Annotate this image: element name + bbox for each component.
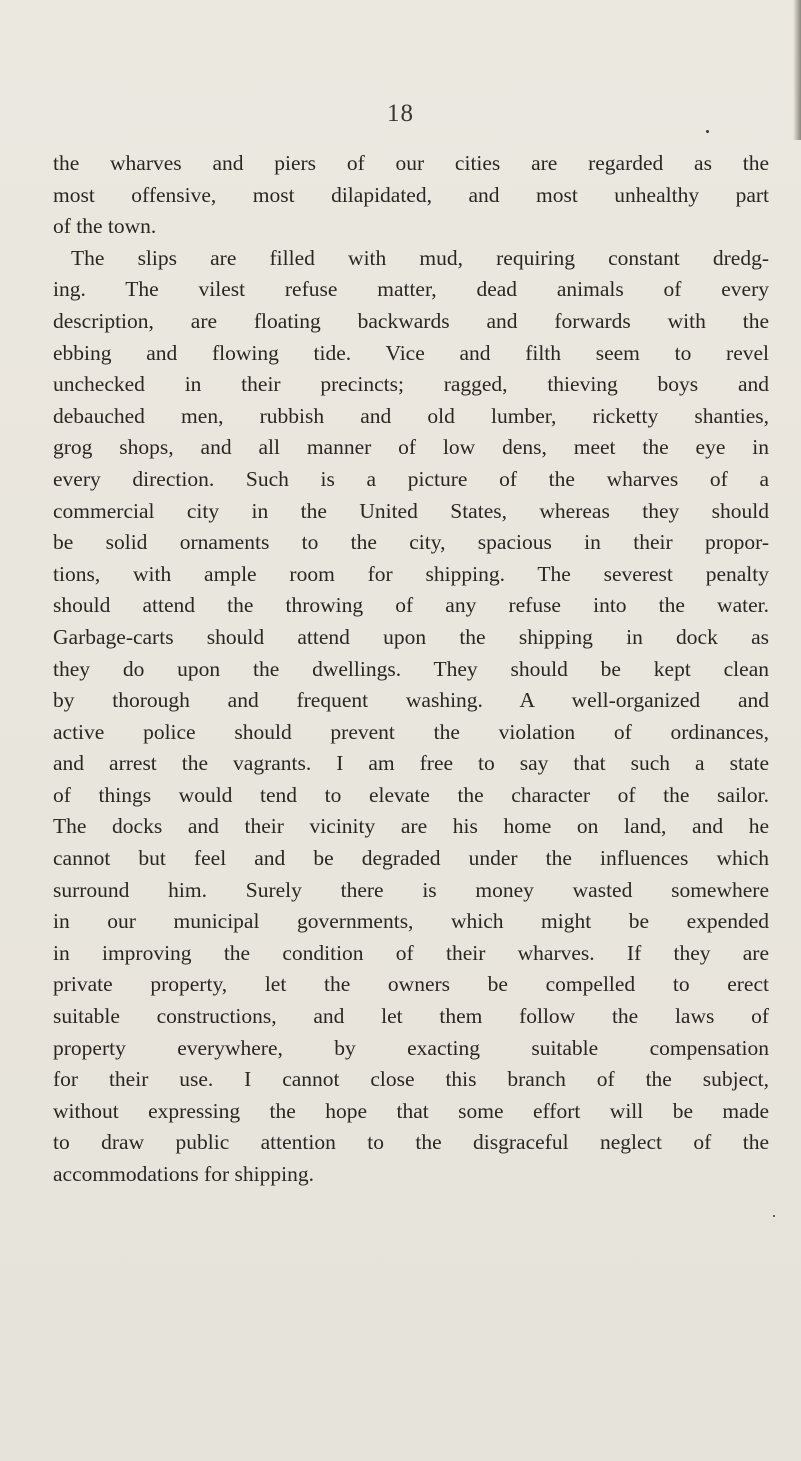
text-line: of the town. (53, 214, 157, 239)
text-line: description, are floating backwards and forwards with the (53, 308, 769, 333)
text-line: commercial city in the United States, whereas they should (53, 498, 769, 523)
text-line: ing. The vilest refuse matter, dead animals of every (53, 277, 769, 302)
text-line: debauched men, rubbish and old lumber, ricketty shanties, (53, 403, 769, 428)
text-line: every direction. Such is a picture of the wharves of a (53, 466, 769, 491)
text-line: surround him. Surely there is money wasted somewhere (53, 877, 769, 902)
text-line: in improving the condition of their wharves. If they are (53, 940, 769, 965)
text-line: to draw public attention to the disgraceful neglect of the (53, 1130, 769, 1155)
text-line: ebbing and flowing tide. Vice and filth seem to revel (53, 340, 769, 365)
text-line: The slips are filled with mud, requiring constant dredg- (71, 245, 769, 270)
text-line: without expressing the hope that some effort will be made (53, 1098, 769, 1123)
text-line: cannot but feel and be degraded under the influences which (53, 846, 769, 871)
text-line: most offensive, most dilapidated, and most unhealthy part (53, 182, 769, 207)
text-line: should attend the throwing of any refuse into the water. (53, 593, 769, 618)
text-line: they do upon the dwellings. They should be kept clean (53, 656, 769, 681)
text-line: suitable constructions, and let them follow the laws of (53, 1004, 769, 1029)
text-line: in our municipal governments, which might be expended (53, 909, 769, 934)
text-line: the wharves and piers of our cities are regarded as the (53, 151, 769, 175)
text-line: Garbage-carts should attend upon the shipping in dock as (53, 624, 769, 649)
text-line: by thorough and frequent washing. A well-organized and (53, 688, 769, 713)
text-line: grog shops, and all manner of low dens, meet the eye in (53, 435, 769, 460)
body-text (53, 148, 769, 1191)
text-line: of things would tend to elevate the character of the sailor. (53, 782, 769, 807)
text-line: for their use. I cannot close this branch of the subject, (53, 1067, 769, 1092)
page-number: 18 (387, 100, 414, 127)
text-line: tions, with ample room for shipping. The severest penalty (53, 561, 769, 586)
text-line: unchecked in their precincts; ragged, thieving boys and (53, 372, 769, 397)
text-line: accommodations for shipping. (53, 1162, 314, 1186)
text-line: The docks and their vicinity are his home on land, and he (53, 814, 769, 839)
text-line: and arrest the vagrants. I am free to say that such a state (53, 751, 769, 776)
ink-speck (773, 1215, 775, 1217)
text-line: active police should prevent the violation of ordinances, (53, 719, 769, 744)
text-line: property everywhere, by exacting suitable compensation (53, 1035, 769, 1060)
text-line: private property, let the owners be compelled to erect (53, 972, 769, 997)
text-line: be solid ornaments to the city, spacious in their propor- (53, 530, 769, 555)
ink-speck (706, 130, 709, 133)
